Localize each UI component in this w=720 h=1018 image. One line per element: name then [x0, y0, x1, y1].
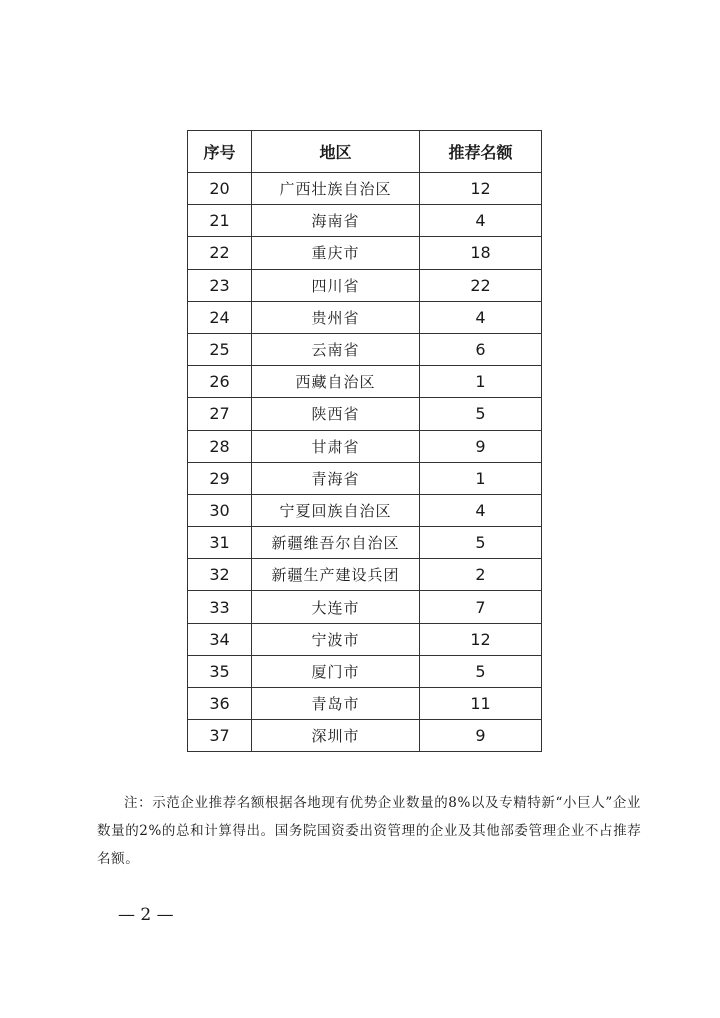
- cell-region: 四川省: [252, 269, 420, 301]
- cell-serial-number: 25: [188, 333, 252, 365]
- cell-serial-number: 32: [188, 559, 252, 591]
- cell-serial-number: 35: [188, 655, 252, 687]
- table-header-row: [188, 131, 542, 173]
- cell-serial-number: 21: [188, 205, 252, 237]
- cell-serial-number: 23: [188, 269, 252, 301]
- table-row: [188, 591, 542, 623]
- cell-quota: 4: [420, 205, 542, 237]
- cell-serial-number: 34: [188, 623, 252, 655]
- cell-region: 新疆维吾尔自治区: [252, 527, 420, 559]
- table-row: [188, 623, 542, 655]
- cell-serial-number: 36: [188, 688, 252, 720]
- cell-quota: 2: [420, 559, 542, 591]
- cell-quota: 9: [420, 430, 542, 462]
- table-row: [188, 301, 542, 333]
- cell-region: 厦门市: [252, 655, 420, 687]
- cell-serial-number: 28: [188, 430, 252, 462]
- cell-region: 甘肃省: [252, 430, 420, 462]
- cell-serial-number: 27: [188, 398, 252, 430]
- header-region: 地区: [252, 131, 420, 173]
- cell-quota: 5: [420, 655, 542, 687]
- table-row: [188, 688, 542, 720]
- quota-table-container: [187, 130, 541, 752]
- cell-quota: 1: [420, 462, 542, 494]
- cell-serial-number: 31: [188, 527, 252, 559]
- table-row: [188, 269, 542, 301]
- cell-region: 深圳市: [252, 720, 420, 752]
- table-row: [188, 366, 542, 398]
- cell-quota: 12: [420, 173, 542, 205]
- footnote: 注：示范企业推荐名额根据各地现有优势企业数量的8%以及专精特新“小巨人”企业数量的2%的总和计算得出。国务院国资委出资管理的企业及其他部委管理企业不占推荐名额。: [97, 794, 642, 867]
- cell-serial-number: 22: [188, 237, 252, 269]
- cell-region: 新疆生产建设兵团: [252, 559, 420, 591]
- cell-serial-number: 20: [188, 173, 252, 205]
- cell-region: 重庆市: [252, 237, 420, 269]
- table-row: [188, 494, 542, 526]
- cell-quota: 6: [420, 333, 542, 365]
- cell-region: 广西壮族自治区: [252, 173, 420, 205]
- table-row: [188, 655, 542, 687]
- table-row: [188, 205, 542, 237]
- cell-region: 青海省: [252, 462, 420, 494]
- cell-region: 海南省: [252, 205, 420, 237]
- cell-quota: 22: [420, 269, 542, 301]
- cell-region: 贵州省: [252, 301, 420, 333]
- cell-serial-number: 33: [188, 591, 252, 623]
- header-serial-number: 序号: [188, 131, 252, 173]
- cell-quota: 5: [420, 527, 542, 559]
- cell-region: 宁波市: [252, 623, 420, 655]
- cell-quota: 12: [420, 623, 542, 655]
- table-row: [188, 333, 542, 365]
- cell-serial-number: 26: [188, 366, 252, 398]
- quota-table: [187, 130, 542, 752]
- cell-region: 大连市: [252, 591, 420, 623]
- cell-serial-number: 24: [188, 301, 252, 333]
- table-row: [188, 462, 542, 494]
- cell-region: 宁夏回族自治区: [252, 494, 420, 526]
- cell-quota: 11: [420, 688, 542, 720]
- cell-serial-number: 30: [188, 494, 252, 526]
- cell-quota: 7: [420, 591, 542, 623]
- header-quota: 推荐名额: [420, 131, 542, 173]
- table-body: [188, 173, 542, 752]
- cell-serial-number: 29: [188, 462, 252, 494]
- cell-serial-number: 37: [188, 720, 252, 752]
- cell-quota: 1: [420, 366, 542, 398]
- table-row: [188, 430, 542, 462]
- page-number: — 2 —: [118, 905, 174, 925]
- cell-region: 青岛市: [252, 688, 420, 720]
- cell-region: 云南省: [252, 333, 420, 365]
- cell-quota: 5: [420, 398, 542, 430]
- table-row: [188, 527, 542, 559]
- cell-quota: 18: [420, 237, 542, 269]
- table-row: [188, 559, 542, 591]
- cell-quota: 4: [420, 494, 542, 526]
- cell-region: 陕西省: [252, 398, 420, 430]
- cell-region: 西藏自治区: [252, 366, 420, 398]
- cell-quota: 4: [420, 301, 542, 333]
- table-row: [188, 237, 542, 269]
- table-row: [188, 398, 542, 430]
- cell-quota: 9: [420, 720, 542, 752]
- table-row: [188, 173, 542, 205]
- table-row: [188, 720, 542, 752]
